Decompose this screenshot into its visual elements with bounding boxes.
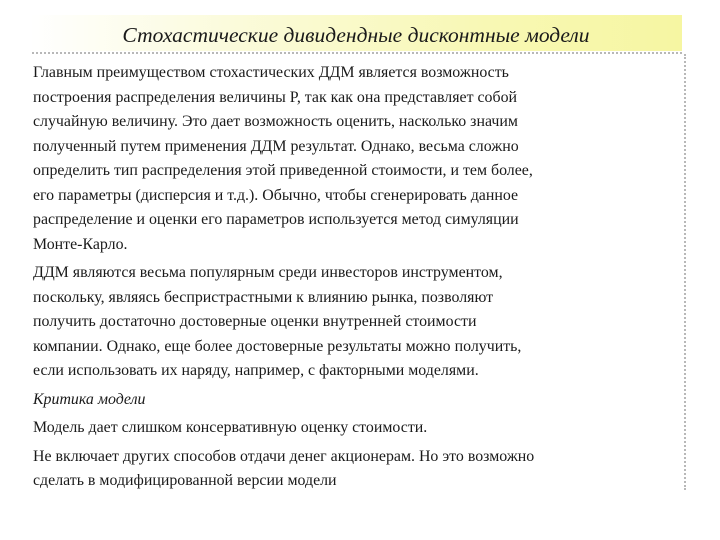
right-divider <box>684 54 686 490</box>
section-heading-critique <box>33 388 681 413</box>
text-line: компании. Однако, еще более достоверные результаты можно получить, <box>33 337 522 355</box>
text-line: получить достаточно достоверные оценки внутренней стоимости <box>33 313 477 330</box>
text-line: его параметры (дисперсия и т.д.). Обычно, чтобы сгенерировать данное <box>33 186 519 204</box>
slide-title: Стохастические дивидендные дисконтные модели <box>122 23 590 47</box>
text-line: полученный путем применения ДДМ результат. Однако, весьма сложно <box>33 137 519 155</box>
text-line: случайную величину. Это дает возможность оценить, насколько значим <box>33 113 518 130</box>
text-line: распределение и оценки его параметров используется метод симуляции <box>33 211 519 228</box>
text-line: Не включает других способов отдачи денег акционерам. Но это возможно <box>33 447 535 465</box>
text-line: Модель дает слишком консервативную оценку стоимости. <box>33 419 428 436</box>
text-line: ДДМ являются весьма популярным среди инвесторов инструментом, <box>33 264 503 281</box>
paragraph-ddm-advantage <box>33 61 681 257</box>
paragraph-ddm-popularity <box>33 261 681 384</box>
text-line: Главным преимуществом стохастических ДДМ является возможность <box>33 64 509 81</box>
text-line: построения распределения величины P, так как она представляет собой <box>33 88 518 106</box>
paragraph-other-payouts <box>33 445 681 494</box>
text-line: Критика модели <box>33 390 146 408</box>
title-divider <box>32 52 682 54</box>
paragraph-conservative-estimate <box>33 416 681 441</box>
text-line: сделать в модифицированной версии модели <box>33 472 337 489</box>
text-line: если использовать их наряду, например, с факторными моделями. <box>33 362 479 379</box>
text-line: определить тип распределения этой приведенной стоимости, и тем более, <box>33 162 533 179</box>
slide-body <box>33 61 681 498</box>
text-line: поскольку, являясь беспристрастными к влиянию рынка, позволяют <box>33 288 494 306</box>
text-line: Монте-Карло. <box>33 235 128 253</box>
